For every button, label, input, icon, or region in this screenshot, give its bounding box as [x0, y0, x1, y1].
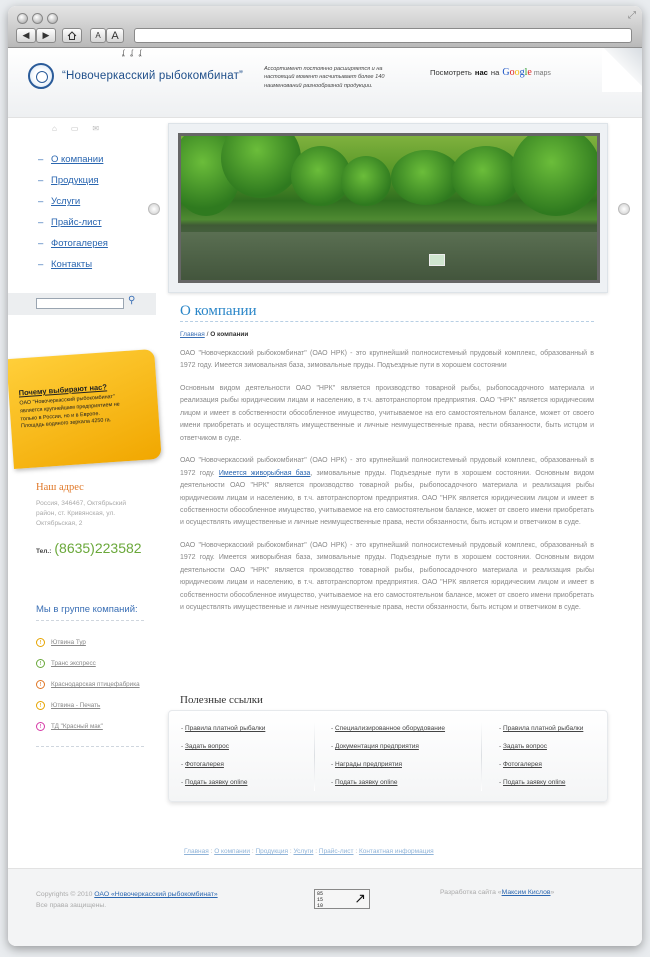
link-item[interactable]	[331, 743, 445, 761]
font-larger-button[interactable]	[106, 28, 124, 43]
home-icon[interactable]: ⌂	[52, 124, 57, 133]
pond-water	[181, 232, 597, 283]
copyright-prefix: Copyrights © 2010	[36, 891, 93, 898]
useful-link[interactable]: Специализированное оборудование	[334, 725, 446, 732]
breadcrumb-current: О компании	[210, 331, 249, 338]
link-item[interactable]	[331, 725, 445, 743]
nav-item-gallery[interactable]	[38, 233, 108, 254]
link-prefix: -	[331, 779, 334, 786]
gm-letter: e	[527, 67, 532, 78]
useful-link[interactable]: Подать заявку online	[334, 779, 398, 786]
group-item[interactable]	[36, 695, 140, 716]
article-body	[180, 348, 594, 625]
sitemap-icon[interactable]: ▭	[70, 124, 79, 133]
link-prefix: -	[331, 743, 334, 750]
useful-link[interactable]: Фотогалерея	[502, 761, 542, 768]
link-item[interactable]	[499, 761, 583, 779]
nav-dash: –	[38, 175, 44, 186]
footer-link[interactable]: Продукция	[255, 848, 289, 855]
font-smaller-label: A	[95, 31, 101, 40]
gm-letter: o	[514, 67, 520, 78]
nav-dash: –	[38, 259, 44, 270]
arrow-up-right-icon: ↗	[354, 890, 366, 906]
divider	[481, 721, 482, 791]
gm-letter: G	[502, 67, 510, 78]
main-nav	[38, 149, 108, 275]
useful-link[interactable]: Награды предприятия	[334, 761, 402, 768]
useful-links-box	[168, 710, 608, 802]
map-on: на	[490, 68, 500, 77]
copyright	[36, 889, 218, 911]
article-paragraph	[180, 455, 594, 530]
link-item[interactable]	[181, 779, 265, 797]
promo-text: ОАО "Новочеркасский рыбокомбинат" является крупнейшим предприятием не только в России, но и в Европе. Площадь водяного зеркала 4250 га.	[19, 393, 120, 430]
footer-sep: :	[355, 848, 358, 855]
info-icon: !	[36, 701, 45, 710]
photo-slider	[168, 123, 608, 293]
map-prefix: Посмотреть	[430, 68, 472, 77]
useful-link[interactable]: Задать вопрос	[502, 743, 547, 750]
divider	[314, 721, 315, 791]
divider	[36, 746, 144, 747]
google-maps-logo	[502, 67, 551, 78]
useful-link[interactable]: Подать заявку online	[184, 779, 248, 786]
link-prefix: -	[331, 725, 334, 732]
info-icon: !	[36, 638, 45, 647]
gm-letter: g	[519, 67, 525, 78]
nav-dash: –	[38, 154, 44, 165]
font-larger-label: A	[111, 29, 119, 42]
divider	[180, 321, 594, 322]
gm-suffix: maps	[533, 70, 551, 77]
link-prefix: -	[181, 725, 184, 732]
gm-letter: l	[524, 67, 528, 78]
back-button[interactable]	[16, 28, 36, 43]
link-item[interactable]	[499, 743, 583, 761]
footer-sep: :	[210, 848, 213, 855]
useful-link[interactable]: Правила платной рыбалки	[184, 725, 266, 732]
link-item[interactable]	[181, 761, 265, 779]
group-item[interactable]	[36, 674, 140, 695]
site-header	[8, 48, 642, 118]
promo-title[interactable]: Почему выбирают нас?	[18, 382, 108, 398]
breadcrumb	[180, 331, 248, 338]
page-curl-decoration	[602, 48, 642, 92]
group-title: Мы в группе компаний:	[36, 604, 138, 615]
address-title: Наш адрес	[36, 482, 84, 493]
group-item[interactable]	[36, 653, 140, 674]
footer-link[interactable]: Прайс-лист	[318, 848, 354, 855]
search-icon[interactable]: ⚲	[128, 295, 136, 306]
link-prefix: -	[181, 743, 184, 750]
slider-prev-button[interactable]	[148, 203, 160, 215]
paragraph-text: , зимовальные пруды. Подъездные пути в хорошем состоянии. Основным видом деятельности ОАО "НРК" является производство товарной рыбы, рыбопосадочного материала и реализация рыбы юридическим лицам и населению, в т.ч. автотранспортом предприятия. ОАО "НРК является юридическим лицом и имеет в собственности обособленное имущество, учитываемое на его самостоятельном балансе, может от своего имени приобретать и осуществлять имущественные и личные неимущественные права, нести обязанности, быть истцом и ответчиком в суде.	[180, 469, 594, 527]
address-bar[interactable]	[134, 28, 632, 43]
rights-text: Все права защищены.	[36, 902, 107, 910]
link-item[interactable]	[499, 779, 583, 797]
home-icon	[67, 31, 77, 40]
quick-icons	[52, 124, 99, 133]
nav-dash: –	[38, 217, 44, 228]
group-link[interactable]: Ютвина Тур	[51, 639, 86, 646]
link-prefix: -	[499, 761, 502, 768]
nav-item-pricelist[interactable]	[38, 212, 108, 233]
nav-item-products[interactable]	[38, 170, 108, 191]
footer-sep: :	[251, 848, 254, 855]
nav-link[interactable]: О компании	[51, 154, 104, 165]
paragraph-text: ОАО "Новочеркасский рыбокомбинат" (ОАО НРК) - это крупнейший полносистемный прудовый комплекс, образованный в 1972 году.	[180, 457, 594, 477]
group-link[interactable]: Краснодарская птицефабрика	[51, 681, 140, 688]
article-paragraph: Основным видом деятельности ОАО "НРК" является производство товарной рыбы, рыбопосадочного материала и реализация рыбы юридическим лицам и населению, в т.ч. автотранспортом предприятия. ОАО "НРК" является юридическим лицом и имеет в собственности обособленное имущество, учитываемое на его самостоятельном балансе, может от своего имени приобретать и осуществлять имущественные и личные неимущественные права, нести обязанности, быть истцом и ответчиком в суде.	[180, 384, 594, 442]
nav-link[interactable]: Услуги	[51, 196, 81, 207]
company-name[interactable]: “Новочеркасский рыбокомбинат”	[62, 70, 244, 82]
nav-item-contacts[interactable]	[38, 254, 108, 275]
footer-link[interactable]: Контактная информация	[358, 848, 434, 855]
dev-suffix: »	[550, 889, 555, 896]
link-prefix: -	[181, 779, 184, 786]
address-text: Россия, 346467, Октябрьский район, ст. Кривянская, ул. Октябрьская, 2	[36, 500, 127, 527]
forward-button[interactable]	[36, 28, 56, 43]
search-input[interactable]	[36, 298, 124, 309]
phone-block	[36, 540, 142, 556]
phone-label: Тел.:	[36, 548, 52, 555]
article-paragraph: ОАО "Новочеркасский рыбокомбинат" (ОАО НРК) - это крупнейший полносистемный прудовый комплекс, образованный в 1972 году. Имеется зимовальная база, зимовальные пруды. Подъездные пути в хорошем состоянии	[180, 350, 594, 370]
link-item[interactable]	[181, 743, 265, 761]
site-footer	[8, 868, 642, 946]
link-prefix: -	[499, 725, 502, 732]
links-column	[499, 725, 583, 797]
zoom-window-icon[interactable]	[47, 13, 58, 24]
font-smaller-button[interactable]	[90, 28, 106, 43]
header-slogan: Ассортимент постоянно расширяется и на настоящий момент насчитывает более 140 наименований разнообразной продукции.	[264, 66, 385, 89]
nav-dash: –	[38, 196, 44, 207]
link-prefix: -	[181, 761, 184, 768]
group-link[interactable]: Транс экспресс	[51, 660, 96, 667]
home-button[interactable]	[62, 28, 82, 43]
group-item[interactable]	[36, 716, 140, 737]
footer-link[interactable]: Главная	[184, 848, 209, 855]
phone-number: (8635)223582	[54, 540, 142, 556]
breadcrumb-sep: /	[206, 331, 209, 338]
minimize-window-icon[interactable]	[32, 13, 43, 24]
footer-link[interactable]: Услуги	[293, 848, 314, 855]
nav-item-services[interactable]	[38, 191, 108, 212]
group-link[interactable]: ТД "Красный мак"	[51, 723, 103, 730]
info-icon: !	[36, 680, 45, 689]
info-icon: !	[36, 722, 45, 731]
map-bold: нас	[474, 68, 488, 77]
nav-item-about[interactable]	[38, 149, 108, 170]
links-column	[331, 725, 445, 797]
google-maps-link[interactable]	[430, 67, 551, 78]
browser-titlebar	[8, 6, 642, 48]
footer-sep: :	[289, 848, 292, 855]
mail-icon[interactable]: ✉	[92, 124, 100, 133]
promo-card[interactable]	[8, 349, 162, 469]
gm-letter: o	[509, 67, 515, 78]
article-paragraph: ОАО "Новочеркасский рыбокомбинат" (ОАО НРК) - это крупнейший полносистемный прудовый комплекс, образованный в 1972 году. Имеется живорыбная база, зимовальные пруды. Подъездные пути в хорошем состоянии. Основным видом деятельности ОАО "НРК" является производство товарной рыбы, рыбопосадочного материала и реализация рыбы юридическим лицам и населению, в т.ч. автотранспортом предприятия. ОАО "НРК является юридическим лицом и имеет в собственности обособленное имущество, учитываемое на его самостоятельном балансе, может от своего имени приобретать и осуществлять имущественные и личные неимущественные права, нести обязанности, быть истцом и ответчиком в суде.	[180, 541, 594, 612]
promo-content	[18, 381, 125, 431]
link-item[interactable]	[499, 725, 583, 743]
visit-counter[interactable]	[314, 889, 370, 909]
links-column	[181, 725, 265, 797]
divider	[36, 620, 144, 621]
useful-link[interactable]: Документация предприятия	[334, 743, 419, 750]
group-item[interactable]	[36, 632, 140, 653]
info-icon: !	[36, 659, 45, 668]
search-bar	[8, 293, 156, 315]
link-prefix: -	[499, 743, 502, 750]
breadcrumb-home[interactable]: Главная	[180, 331, 205, 338]
live-fish-base-link[interactable]: Имеется живорыбная база	[218, 469, 311, 477]
pond-photo	[178, 133, 600, 283]
fullscreen-icon[interactable]: ⤢	[628, 10, 636, 21]
company-emblem-icon[interactable]	[28, 63, 54, 89]
nav-link[interactable]: Прайс-лист	[51, 217, 102, 228]
developer-credit	[440, 889, 554, 896]
slider-next-button[interactable]	[618, 203, 630, 215]
group-companies-list	[36, 632, 140, 737]
useful-link[interactable]: Правила платной рыбалки	[502, 725, 584, 732]
link-prefix: -	[499, 779, 502, 786]
nav-link[interactable]: Фотогалерея	[51, 238, 108, 249]
footer-sep: :	[315, 848, 318, 855]
group-link[interactable]: Ютвина - Печать	[51, 702, 101, 709]
dev-prefix: Разработка сайта «	[440, 889, 502, 896]
link-item[interactable]	[331, 761, 445, 779]
useful-link[interactable]: Задать вопрос	[184, 743, 229, 750]
page-title: О компании	[180, 303, 257, 319]
counter-text: 85 15 10	[317, 891, 324, 909]
link-prefix: -	[331, 761, 334, 768]
binder-rings-icon: ʆ ʆ ʆ	[122, 50, 144, 57]
link-item[interactable]	[181, 725, 265, 743]
useful-link[interactable]: Фотогалерея	[184, 761, 224, 768]
footer-nav	[184, 848, 434, 855]
nav-dash: –	[38, 238, 44, 249]
nav-link[interactable]: Контакты	[51, 259, 93, 270]
link-item[interactable]	[331, 779, 445, 797]
footer-link[interactable]: О компании	[214, 848, 251, 855]
pond-house	[429, 254, 445, 266]
developer-link[interactable]: Максим Кислов	[501, 889, 551, 896]
copyright-link[interactable]: ОАО «Новочеркасский рыбокомбинат»	[94, 891, 218, 898]
useful-link[interactable]: Подать заявку online	[502, 779, 566, 786]
useful-links-title: Полезные ссылки	[180, 694, 263, 706]
forward-arrow-icon: ▶	[42, 30, 50, 40]
nav-link[interactable]: Продукция	[51, 175, 99, 186]
close-window-icon[interactable]	[17, 13, 28, 24]
browser-window	[8, 6, 642, 946]
back-arrow-icon: ◀	[22, 30, 30, 40]
